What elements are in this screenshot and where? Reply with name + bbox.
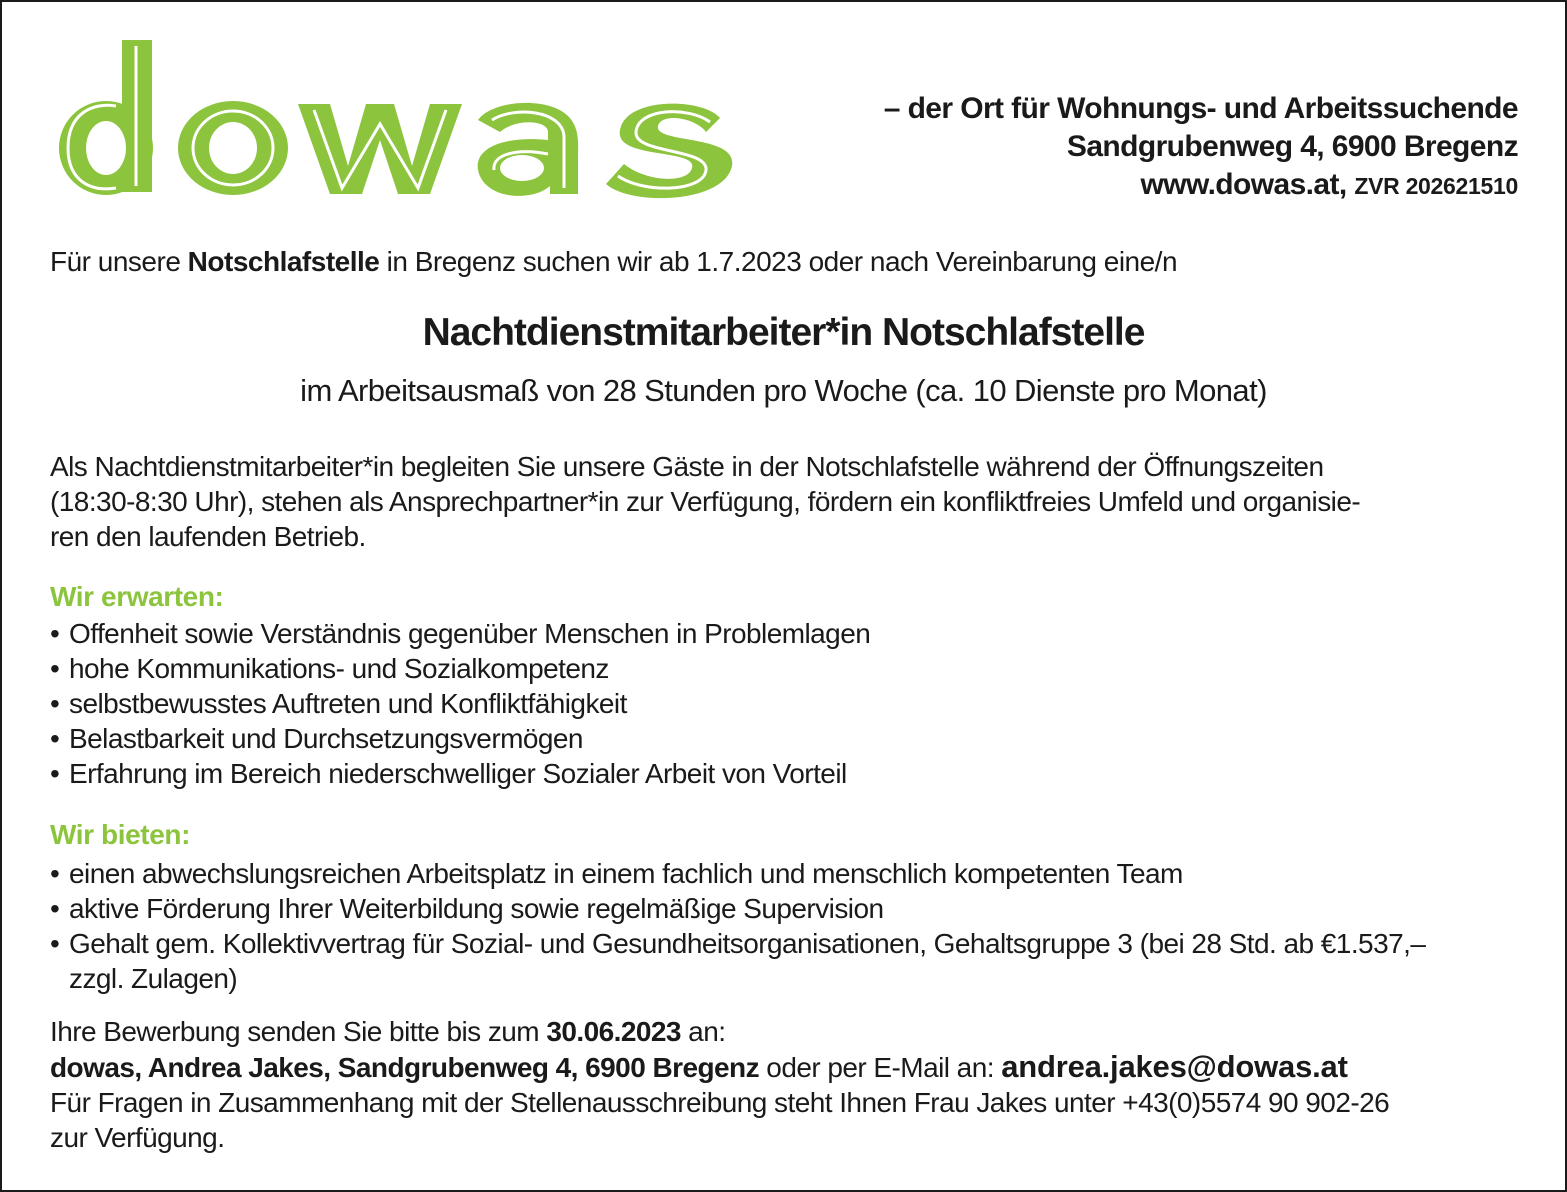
list-item: • einen abwechslungsreichen Arbeitsplatz in einem fachlich und menschlich kompetenten Team (50, 858, 1183, 889)
logo-letter-a (478, 103, 578, 196)
logo-letter-o (178, 101, 288, 195)
job-description (50, 449, 1360, 554)
application-questions-line: Für Fragen in Zusammenhang mit der Stellenausschreibung steht Ihnen Frau Jakes unter +43(0)5574 90 902-26 (50, 1087, 1390, 1118)
tagline: – der Ort für Wohnungs- und Arbeitssuchende (883, 92, 1518, 125)
job-title: Nachtdienstmitarbeiter*in Notschlafstelle (422, 311, 1145, 354)
application-questions-line: zur Verfügung. (50, 1122, 225, 1153)
list-item: • selbstbewusstes Auftreten und Konfliktfähigkeit (50, 688, 627, 719)
logo-letter-s (606, 104, 732, 199)
application-address-line: dowas, Andrea Jakes, Sandgrubenweg 4, 6900 Bregenz oder per E-Mail an: andrea.jakes@dowas.at (50, 1049, 1348, 1084)
email-link[interactable]: andrea.jakes@dowas.at (1001, 1049, 1348, 1084)
expectations-list (50, 616, 870, 791)
list-item: • Belastbarkeit und Durchsetzungsvermögen (50, 723, 583, 754)
description-line: (18:30-8:30 Uhr), stehen als Ansprechpartner*in zur Verfügung, fördern ein konfliktfreies Umfeld und organisie- (50, 486, 1361, 517)
intro-facility: Notschlafstelle (187, 246, 380, 277)
list-item: • aktive Förderung Ihrer Weiterbildung sowie regelmäßige Supervision (50, 893, 884, 924)
website-link[interactable]: www.dowas.at, (1140, 168, 1347, 201)
job-scope: im Arbeitsausmaß von 28 Stunden pro Woche (ca. 10 Dienste pro Monat) (300, 373, 1267, 408)
application-deadline: 30.06.2023 (546, 1016, 681, 1047)
intro-text: Für unsere Notschlafstelle in Bregenz suchen wir ab 1.7.2023 oder nach Vereinbarung eine/n (50, 246, 1178, 277)
list-item: • Gehalt gem. Kollektivvertrag für Sozial- und Gesundheitsorganisationen, Gehaltsgruppe 3 (bei 28 Std. ab €1.537,– (50, 928, 1426, 959)
logo-letter-w (298, 104, 462, 194)
logo-letter-d (59, 40, 153, 195)
contact-block (884, 90, 1518, 205)
application-deadline-line: Ihre Bewerbung senden Sie bitte bis zum 30.06.2023 an: (50, 1016, 726, 1047)
zvr-number: ZVR 202621510 (1354, 173, 1518, 199)
list-item: • Offenheit sowie Verständnis gegenüber Menschen in Problemlagen (50, 618, 871, 649)
list-item-continuation: zzgl. Zulagen) (69, 963, 238, 994)
application-info (50, 1014, 1389, 1155)
description-line: ren den laufenden Betrieb. (50, 521, 366, 552)
address: Sandgrubenweg 4, 6900 Bregenz (1066, 130, 1518, 163)
expectations-heading: Wir erwarten: (50, 581, 224, 612)
application-address: dowas, Andrea Jakes, Sandgrubenweg 4, 6900 Bregenz (50, 1052, 760, 1083)
dowas-logo (48, 36, 738, 202)
list-item: • Erfahrung im Bereich niederschwelliger Sozialer Arbeit von Vorteil (50, 758, 847, 789)
offers-heading: Wir bieten: (50, 819, 191, 850)
list-item: • hohe Kommunikations- und Sozialkompetenz (50, 653, 609, 684)
offers-list (50, 856, 1425, 996)
description-line: Als Nachtdienstmitarbeiter*in begleiten Sie unsere Gäste in der Notschlafstelle während der Öffnungszeiten (50, 451, 1324, 482)
